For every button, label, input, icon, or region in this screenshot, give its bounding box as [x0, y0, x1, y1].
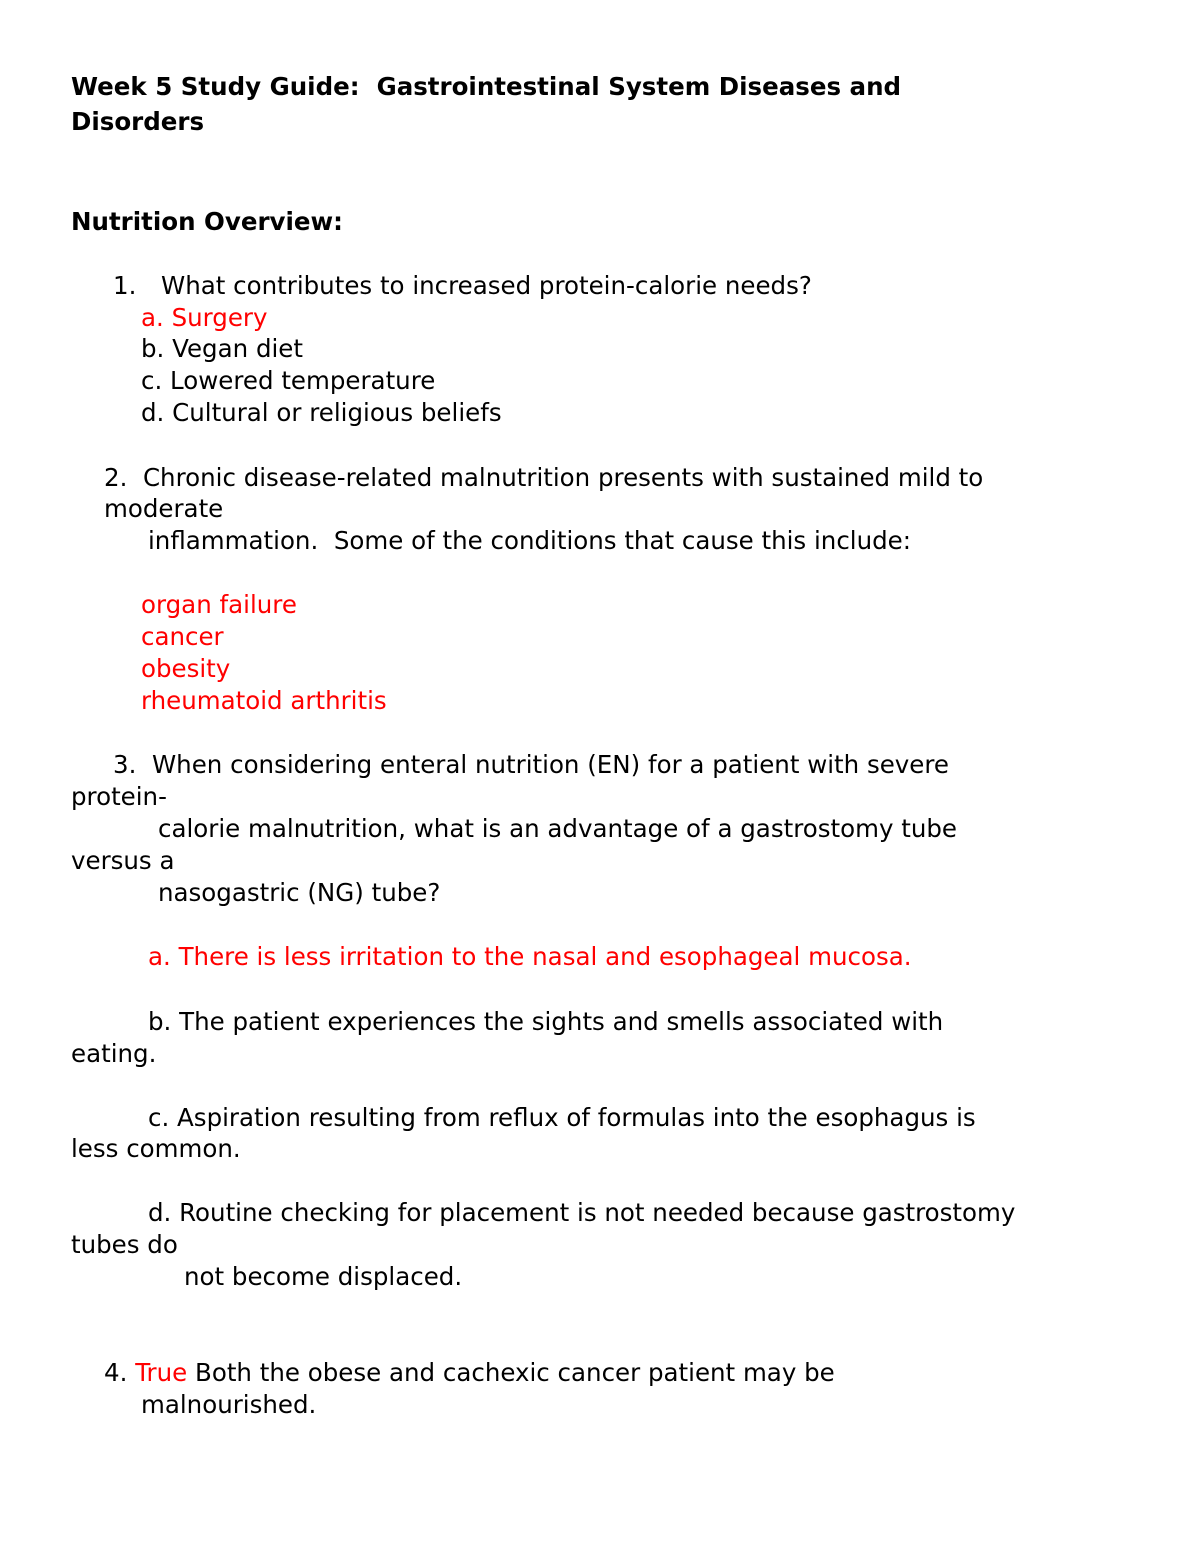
q3-option-c-line-2: less common. [71, 1134, 241, 1163]
q2-answer-item: organ failure [141, 590, 297, 619]
q4-text: Both the obese and cachexic cancer patient may be [195, 1358, 835, 1387]
q4-line-1 [104, 1357, 835, 1389]
q3-option-c-line-1: c. Aspiration resulting from reflux of formulas into the esophagus is [148, 1103, 976, 1132]
q1-option-d: d. Cultural or religious beliefs [141, 398, 502, 427]
q2-text-line-3: inflammation. Some of the conditions that cause this include: [148, 526, 912, 555]
q1-option-c: c. Lowered temperature [141, 366, 436, 395]
q3-text-line-3: calorie malnutrition, what is an advantage of a gastrostomy tube [158, 814, 957, 843]
q3-option-d-line-1: d. Routine checking for placement is not needed because gastrostomy [148, 1198, 1016, 1227]
q4-answer: True [135, 1358, 188, 1387]
q3-text-line-5: nasogastric (NG) tube? [158, 878, 441, 907]
q1-number: 1. [113, 271, 137, 300]
q3-option-b-line-1: b. The patient experiences the sights and smells associated with [148, 1007, 944, 1036]
q4-number: 4. [104, 1358, 128, 1387]
q1-text: What contributes to increased protein-calorie needs? [161, 271, 812, 300]
q2-text-line-2: moderate [104, 494, 224, 523]
section-heading: Nutrition Overview: [71, 207, 343, 236]
q3-option-a-answer: a. There is less irritation to the nasal and esophageal mucosa. [148, 942, 912, 971]
document-title-line-2: Disorders [71, 107, 205, 136]
q3-option-d-line-2: tubes do [71, 1230, 178, 1259]
q3-text-line-1: 3. When considering enteral nutrition (EN) for a patient with severe [113, 750, 949, 779]
q3-text-line-4: versus a [71, 846, 175, 875]
q1-option-a-answer: a. Surgery [141, 303, 268, 332]
document-title-line-1: Week 5 Study Guide: Gastrointestinal System Diseases and [71, 72, 902, 101]
q2-answer-item: cancer [141, 622, 224, 651]
q2-text-line-1: 2. Chronic disease-related malnutrition presents with sustained mild to [104, 463, 984, 492]
q1-option-b: b. Vegan diet [141, 334, 303, 363]
q2-answer-item: rheumatoid arthritis [141, 686, 387, 715]
q3-option-b-line-2: eating. [71, 1039, 157, 1068]
q3-option-d-line-3: not become displaced. [184, 1262, 463, 1291]
q2-answer-item: obesity [141, 654, 231, 683]
q4-line-2: malnourished. [141, 1390, 317, 1419]
q3-text-line-2: protein- [71, 782, 167, 811]
